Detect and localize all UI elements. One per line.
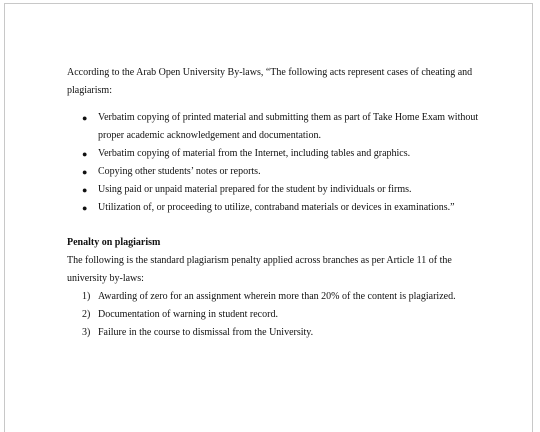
list-item bbox=[67, 199, 479, 217]
list-item bbox=[67, 145, 479, 163]
list-item-text: Verbatim copying of material from the Internet, including tables and graphics. bbox=[98, 148, 411, 159]
list-item-text: Utilization of, or proceeding to utilize, contraband materials or devices in examinations.” bbox=[98, 202, 455, 213]
list-number: 1) bbox=[82, 291, 91, 302]
bullet-icon: ● bbox=[82, 167, 88, 177]
cheating-acts-list bbox=[67, 109, 479, 217]
list-item bbox=[67, 324, 479, 342]
list-item bbox=[67, 288, 479, 306]
list-item-text: Copying other students’ notes or reports. bbox=[98, 166, 261, 177]
penalty-paragraph: The following is the standard plagiarism penalty applied across branches as per Article 11 of the university by-laws: bbox=[67, 255, 452, 284]
bullet-icon: ● bbox=[82, 113, 88, 123]
bullet-icon: ● bbox=[82, 185, 88, 195]
list-item-text: Verbatim copying of printed material and submitting them as part of Take Home Exam without proper academic acknowledgement and documentation. bbox=[98, 112, 479, 141]
penalty-list bbox=[67, 288, 479, 342]
document-body bbox=[67, 64, 479, 342]
list-item bbox=[67, 181, 479, 199]
list-item bbox=[67, 306, 479, 324]
bullet-icon: ● bbox=[82, 203, 88, 213]
list-number: 2) bbox=[82, 309, 91, 320]
list-item-text: Awarding of zero for an assignment wherein more than 20% of the content is plagiarized. bbox=[98, 291, 456, 302]
list-number: 3) bbox=[82, 327, 91, 338]
list-item bbox=[67, 163, 479, 181]
penalty-heading: Penalty on plagiarism bbox=[67, 237, 161, 248]
list-item-text: Documentation of warning in student record. bbox=[98, 309, 278, 320]
list-item bbox=[67, 109, 479, 145]
list-item-text: Failure in the course to dismissal from the University. bbox=[98, 327, 314, 338]
document-page bbox=[4, 3, 533, 432]
list-item-text: Using paid or unpaid material prepared for the student by individuals or firms. bbox=[98, 184, 412, 195]
bullet-icon: ● bbox=[82, 149, 88, 159]
intro-paragraph: According to the Arab Open University By-laws, “The following acts represent cases of cheating and plagiarism: bbox=[67, 67, 473, 96]
